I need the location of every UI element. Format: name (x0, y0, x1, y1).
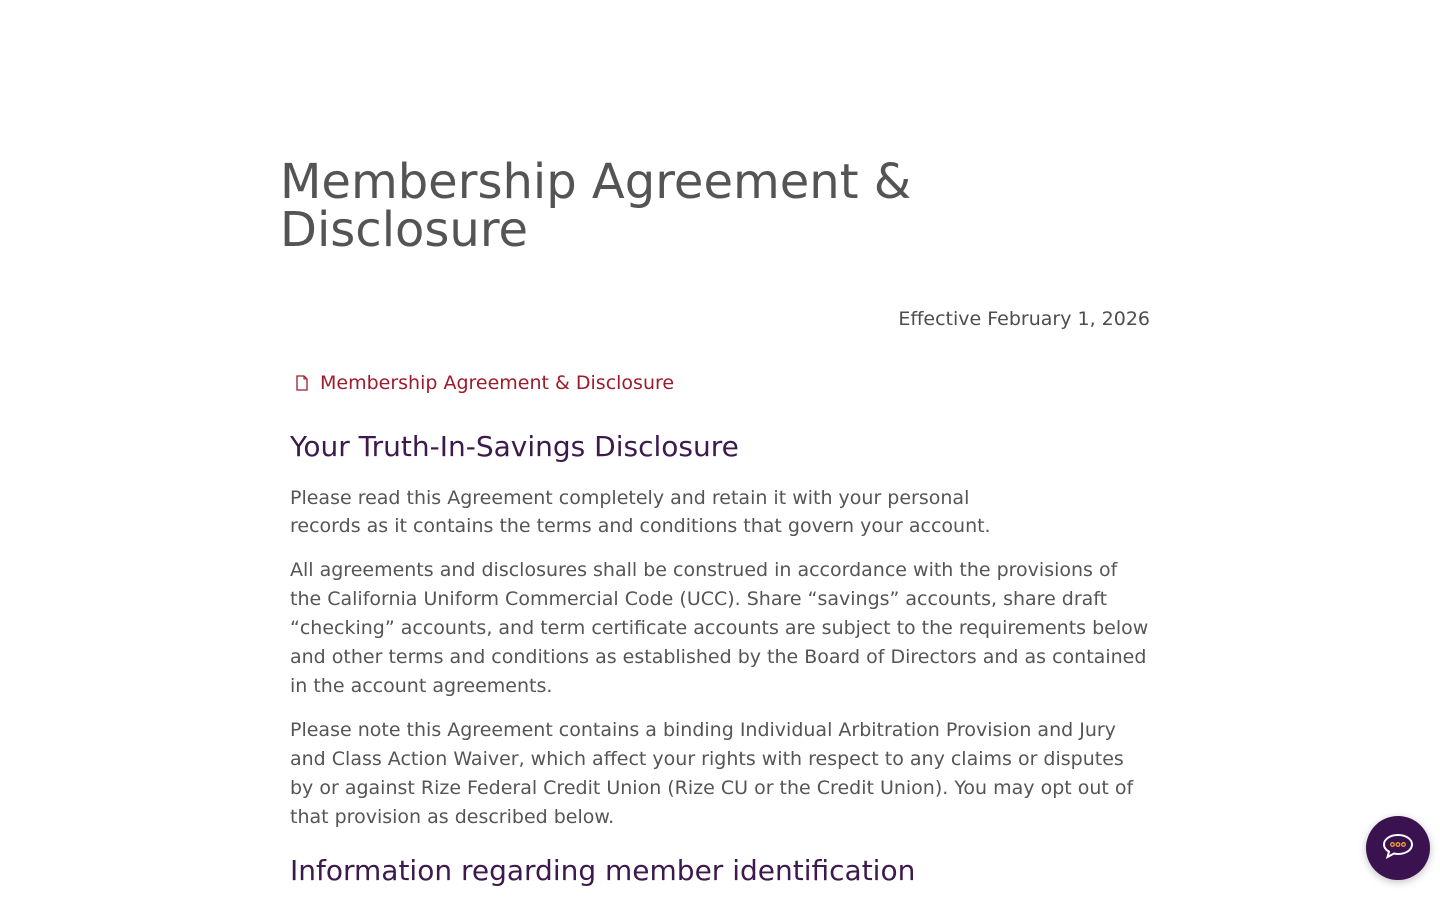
paragraph: Please note this Agreement contains a binding Individual Arbitration Provision and Jury and Class Action Waiver, which affect your rights with respect to any claims or disputes by or against Rize Federal Credit Union (Rize CU or the Credit Union). You may opt out of that provision as described below. (290, 719, 1134, 828)
paragraph: Please read this Agreement completely and retain it with your personal records as it contains the terms and conditions that govern your account. (290, 487, 991, 537)
effective-date: Effective February 1, 2026 (898, 308, 1150, 330)
section-heading-truth-in-savings: Your Truth-In-Savings Disclosure (290, 430, 739, 463)
document-content (290, 428, 1150, 890)
paragraph: All agreements and disclosures shall be construed in accordance with the provisions of the California Uniform Commercial Code (UCC). Share “savings” accounts, share draft “checking” accounts, and term certificate accounts are subject to the requirements below and other terms and conditions as established by the Board of Directors and as contained in the account agreements. (290, 559, 1149, 697)
document-icon (296, 375, 308, 391)
chat-bubble-icon (1381, 832, 1415, 864)
membership-agreement-link-label: Membership Agreement & Disclosure (320, 372, 675, 394)
membership-agreement-link[interactable] (296, 371, 674, 395)
page-title: Membership Agreement & Disclosure (280, 154, 912, 258)
chat-button[interactable] (1366, 816, 1430, 880)
section-heading-member-identification: Information regarding member identification (290, 854, 916, 887)
